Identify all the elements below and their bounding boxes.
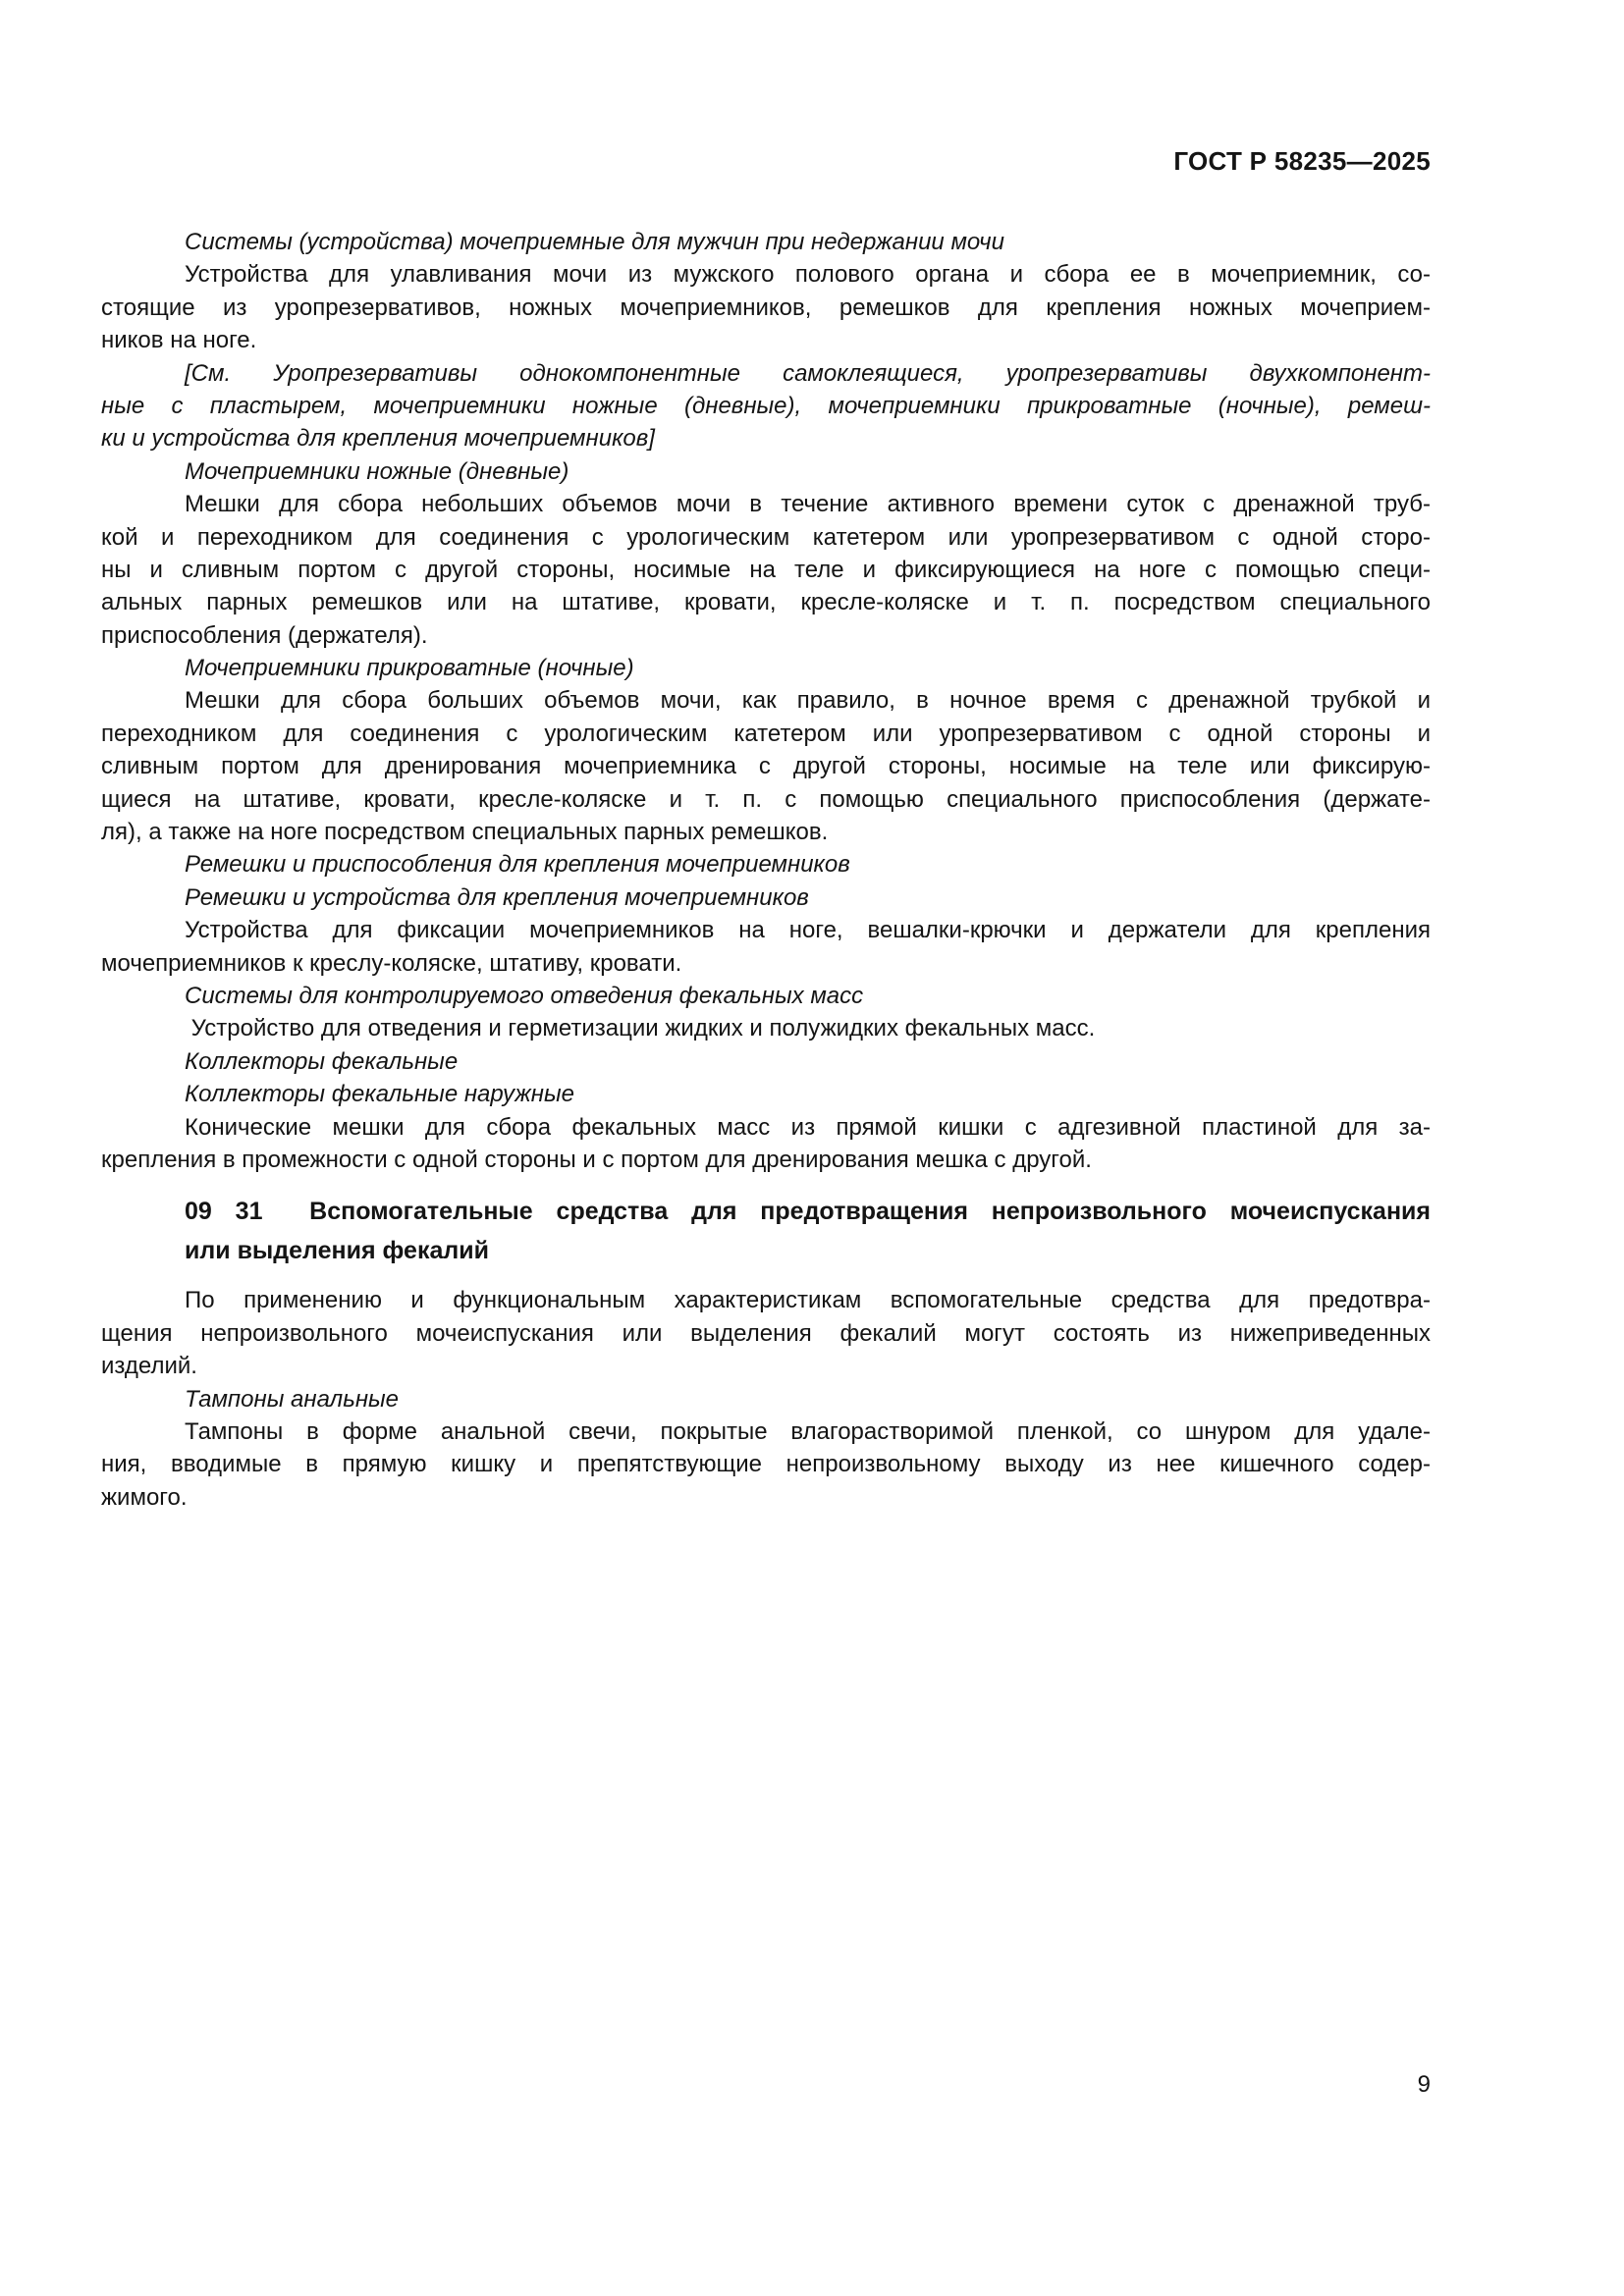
text-line: альных парных ремешков или на штативе, кровати, кресле-коляске и т. п. посредством специального [101,589,1431,616]
section-heading-line: или выделения фекалий [185,1237,489,1265]
doc-code-header: ГОСТ Р 58235—2025 [1173,146,1431,176]
section-heading-line: 09 31 Вспомогательные средства для предотвращения непроизвольного мочеиспускания [185,1198,1431,1226]
term-title-line: Ремешки и устройства для крепления мочеприемников [185,883,809,911]
term-title-line: Мочеприемники ножные (дневные) [185,457,569,485]
page-number: 9 [1417,2071,1431,2098]
text-line: ля), а также на ноге посредством специальных парных ремешков. [101,819,829,846]
term-title-line: Системы для контролируемого отведения фекальных масс [185,982,864,1009]
text-line: Тампоны в форме анальной свечи, покрытые влагорастворимой пленкой, со шнуром для удале- [185,1417,1431,1445]
main-text-block [101,226,1431,1514]
text-line: щиеся на штативе, кровати, кресле-коляске и т. п. с помощью специального приспособления (держате- [101,785,1431,813]
text-line: ников на ноге. [101,327,257,354]
term-title-line: Ремешки и приспособления для крепления мочеприемников [185,851,850,879]
text-line: Мешки для сбора небольших объемов мочи в течение активного времени суток с дренажной труб- [185,491,1431,518]
text-line: ны и сливным портом с другой стороны, носимые на теле и фиксирующиеся на ноге с помощью специ- [101,556,1431,583]
see-also-line: ки и устройства для крепления мочеприемников] [101,425,655,453]
text-line: стоящие из уропрезервативов, ножных мочеприемников, ремешков для крепления ножных мочеприем- [101,294,1431,321]
text-line: Устройства для улавливания мочи из мужского полового органа и сбора ее в мочеприемник, со- [185,261,1431,289]
terms-section [101,226,1431,1176]
aux-section [101,1284,1431,1514]
text-line: Конические мешки для сбора фекальных масс из прямой кишки с адгезивной пластиной для за- [185,1113,1431,1141]
text-line: сливным портом для дренирования мочеприемника с другой стороны, носимые на теле или фиксирую- [101,753,1431,780]
term-title-line: Тампоны анальные [185,1385,400,1413]
text-line: изделий. [101,1353,197,1380]
term-title-line: Мочеприемники прикроватные (ночные) [185,655,634,682]
text-line: щения непроизвольного мочеиспускания или выделения фекалий могут состоять из нижеприведенных [101,1319,1431,1347]
see-also-line: ные с пластырем, мочеприемники ножные (дневные), мочеприемники прикроватные (ночные), ремеш- [101,392,1431,419]
text-line: ния, вводимые в прямую кишку и препятствующие непроизвольному выходу из нее кишечного содер- [101,1451,1431,1478]
text-line: кой и переходником для соединения с урологическим катетером или уропрезервативом с одной сторо- [101,523,1431,551]
text-line: жимого. [101,1483,188,1511]
text-line: Устройство для отведения и герметизации жидких и полужидких фекальных масс. [185,1015,1096,1042]
text-line: Мешки для сбора больших объемов мочи, как правило, в ночное время с дренажной трубкой и [185,687,1431,715]
text-line: мочеприемников к креслу-коляске, штативу, кровати. [101,949,682,977]
section-heading-09-31 [101,1192,1431,1270]
text-line: крепления в промежности с одной стороны и с портом для дренирования мешка с другой. [101,1146,1092,1173]
term-title-line: Коллекторы фекальные наружные [185,1081,574,1108]
see-also-line: [См. Уропрезервативы однокомпонентные самоклеящиеся, уропрезервативы двухкомпонент- [185,359,1431,387]
term-title-line: Коллекторы фекальные [185,1047,459,1075]
term-title-line: Системы (устройства) мочеприемные для мужчин при недержании мочи [185,229,1004,255]
text-line: переходником для соединения с урологическим катетером или уропрезервативом с одной стороны и [101,720,1431,747]
text-line: приспособления (держателя). [101,621,428,649]
text-line: Устройства для фиксации мочеприемников на ноге, вешалки-крючки и держатели для крепления [185,917,1431,944]
text-line: По применению и функциональным характеристикам вспомогательные средства для предотвра- [185,1287,1431,1314]
